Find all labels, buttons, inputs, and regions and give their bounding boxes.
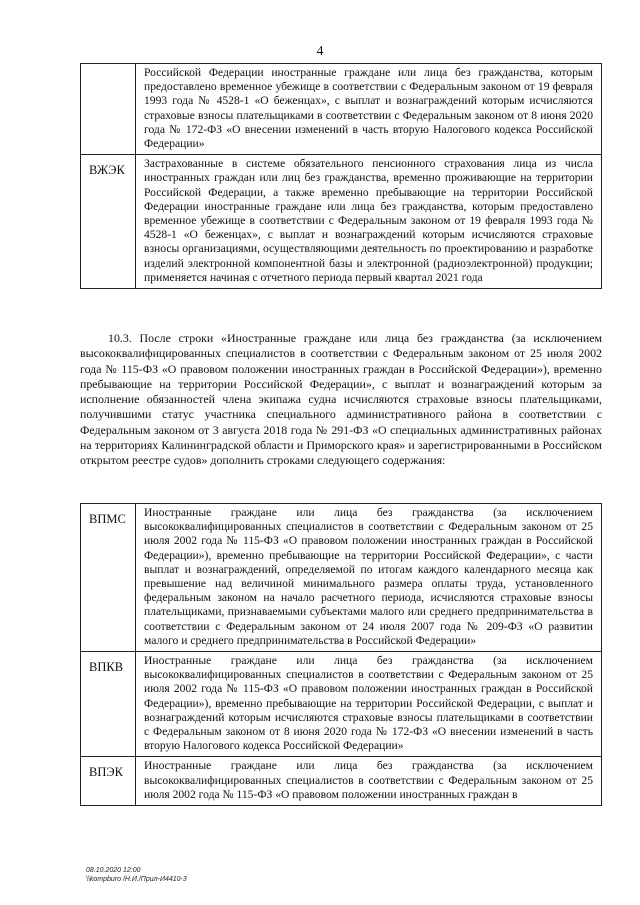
table-row xyxy=(81,652,602,757)
row-code: ВПКВ xyxy=(81,652,136,757)
footer-timestamp: 08.10.2020 12:00 xyxy=(86,867,141,874)
row-code: ВПМС xyxy=(81,504,136,652)
amendment-paragraph xyxy=(80,331,602,469)
paragraph-text: 10.3. После строки «Иностранные граждане или лица без гражданства (за исключением высококвалифицированных специалистов в соответствии с Федеральным законом от 25 июля 2002 года № 115-ФЗ «О правовом положении иностранных граждан в Российской Федерации»), временно пребывающие на территории Российской Федерации», с выплат и вознаграждений которым за исполнение обязанностей члена экипажа судна исчисляются страховые взносы плательщиками, получившими статус участника специального административного района в соответствии с Федеральным законом от 3 августа 2018 года № 291-ФЗ «О специальных административных районах на территориях Калининградской области и Приморского края» и зарегистрированными в Российском открытом реестре судов» дополнить строками следующего содержания: xyxy=(80,331,602,468)
table-row xyxy=(81,757,602,806)
row-description: Иностранные граждане или лица без гражданства (за исключением высококвалифицированных специалистов в соответствии с Федеральным законом от 25 июля 2002 года № 115-ФЗ «О правовом положении иностранных граждан в Российской Федерации»), временно пребывающие на территории Российской Федерации», с части выплат и вознаграждений, определяемой по итогам каждого календарного месяца как превышение над величиной минимального размера оплаты труда, установленного федеральным законом на начало расчетного периода, исчисляются страховые взносы плательщиками, признаваемыми субъектами малого или среднего предпринимательства в соответствии с Федеральным законом от 24 июля 2007 года № 209-ФЗ «О развитии малого и среднего предпринимательства в Российской Федерации» xyxy=(136,504,602,652)
row-description: Иностранные граждане или лица без гражданства (за исключением высококвалифицированных специалистов в соответствии с Федеральным законом от 25 июля 2002 года № 115-ФЗ «О правовом положении иностранных граждан в xyxy=(136,757,602,806)
footer-file-path: \\kompburo /Н.И./Прил-И4410-3 xyxy=(86,876,187,883)
table-row xyxy=(81,155,602,289)
row-description: Застрахованные в системе обязательного пенсионного страхования лица из числа иностранных граждан или лиц без гражданства, временно проживающие на территории Российской Федерации, а также временно пребывающие на территории Российской Федерации иностранные граждане или лица без гражданства, которым предоставлено временное убежище в соответствии с Федеральным законом от 19 февраля 1993 года № 4528-1 «О беженцах», с выплат и вознаграждений которым исчисляются страховые взносы организациями, осуществляющими деятельность по проектированию и разработке изделий электронной компонентной базы и электронной (радиоэлектронной) продукции; применяется начиная с отчетного периода первый квартал 2021 года xyxy=(136,155,602,289)
row-code: ВПЭК xyxy=(81,757,136,806)
page-number: 4 xyxy=(316,44,324,59)
codes-table-continued xyxy=(80,63,602,289)
row-code xyxy=(81,64,136,155)
row-description: Иностранные граждане или лица без гражданства (за исключением высококвалифицированных специалистов в соответствии с Федеральным законом от 25 июля 2002 года № 115-ФЗ «О правовом положении иностранных граждан в Российской Федерации»), временно пребывающие на территории Российской Федерации, с выплат и вознаграждений которым исчисляются страховые взносы плательщиками в соответствии с Федеральным законом от 8 июня 2020 года № 172-ФЗ «О внесении изменений в часть вторую Налогового кодекса Российской Федерации» xyxy=(136,652,602,757)
print-footer xyxy=(86,866,187,884)
table-row xyxy=(81,64,602,155)
row-code: ВЖЭК xyxy=(81,155,136,289)
codes-table-new-rows xyxy=(80,503,602,806)
table-row xyxy=(81,504,602,652)
row-description: Российской Федерации иностранные граждане или лица без гражданства, которым предоставлено временное убежище в соответствии с Федеральным законом от 19 февраля 1993 года № 4528-1 «О беженцах», с выплат и вознаграждений которым исчисляются страховые взносы плательщиками в соответствии с Федеральным законом от 8 июня 2020 года № 172-ФЗ «О внесении изменений в часть вторую Налогового кодекса Российской Федерации» xyxy=(136,64,602,155)
